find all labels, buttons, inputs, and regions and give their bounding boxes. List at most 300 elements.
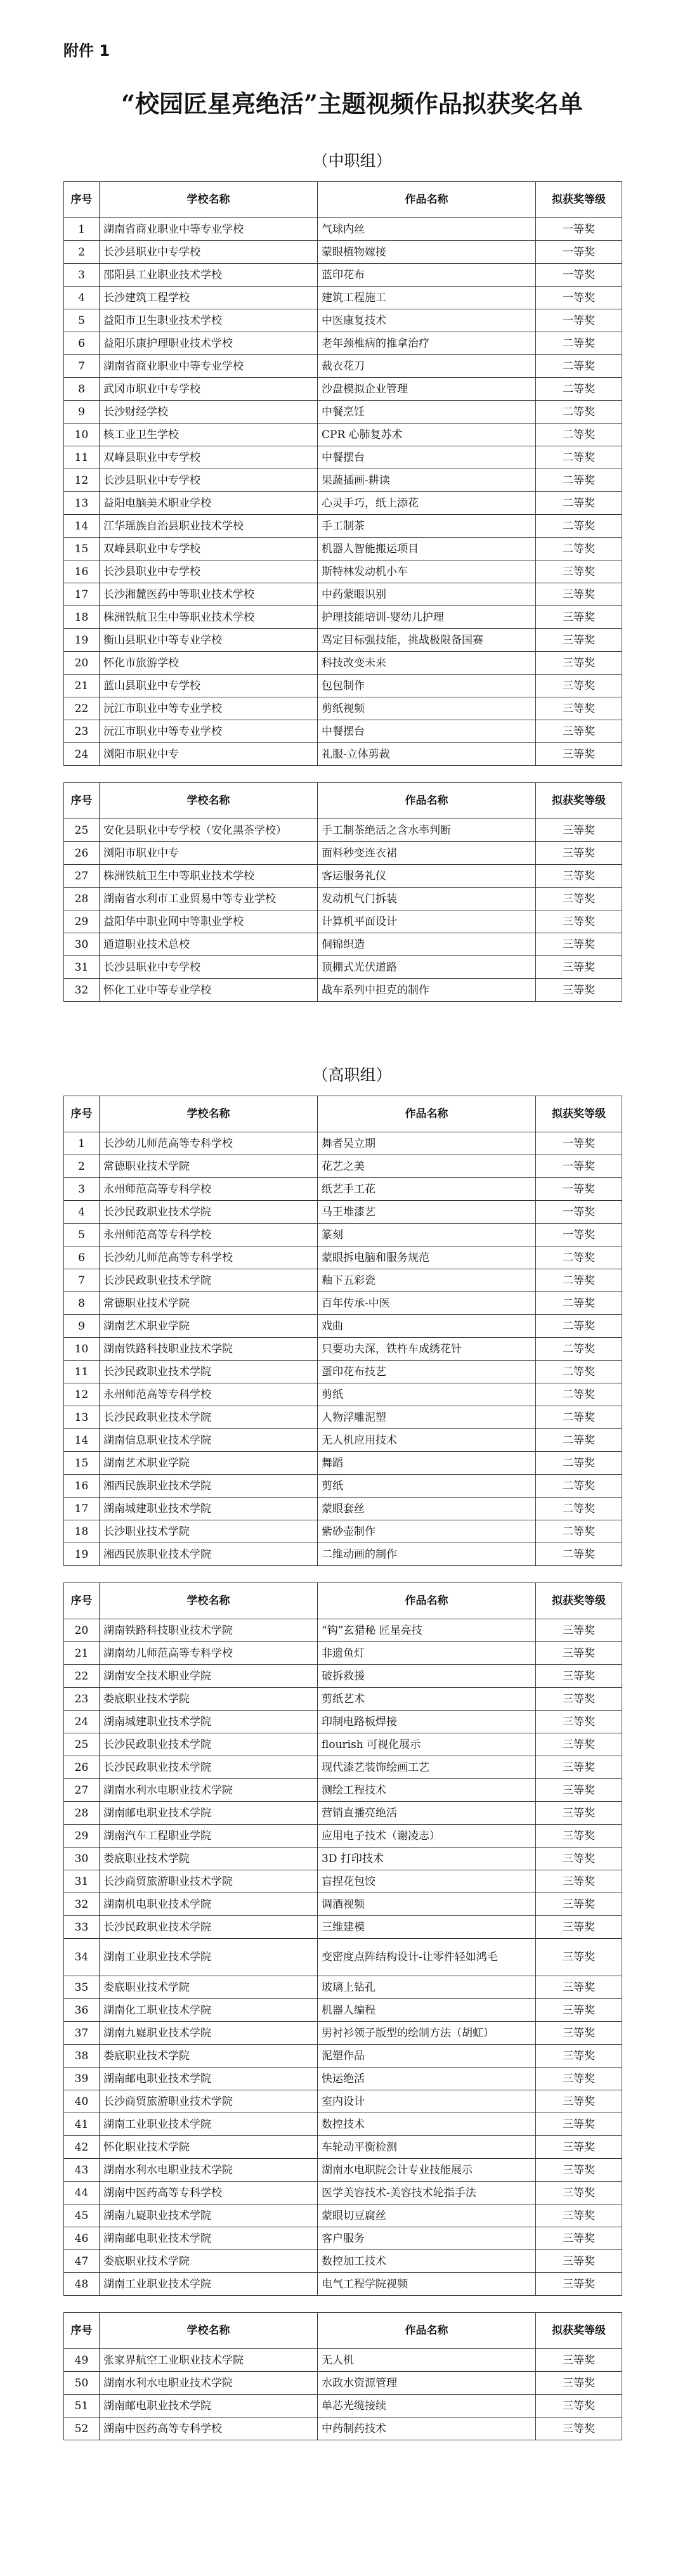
- cell-work: 手工制茶: [318, 515, 536, 538]
- cell-school: 衡山县职业中等专业学校: [100, 629, 318, 652]
- table-row: [64, 1498, 622, 1520]
- cell-school: 安化县职业中专学校（安化黑茶学校）: [100, 819, 318, 842]
- cell-school: 常德职业技术学院: [100, 1292, 318, 1315]
- cell-work: 心灵手巧，纸上添花: [318, 492, 536, 515]
- cell-level: 三等奖: [536, 2372, 622, 2395]
- table-row: [64, 2159, 622, 2182]
- cell-school: 湖南幼儿师范高等专科学校: [100, 1642, 318, 1665]
- cell-level: 三等奖: [536, 697, 622, 720]
- cell-school: 长沙县职业中专学校: [100, 469, 318, 492]
- header-school: 学校名称: [100, 783, 318, 819]
- table-row: [64, 956, 622, 979]
- table-row: [64, 560, 622, 583]
- cell-no: 1: [64, 1132, 100, 1155]
- cell-no: 34: [64, 1939, 100, 1976]
- cell-school: 沅江市职业中等专业学校: [100, 720, 318, 743]
- cell-school: 湖南邮电职业技术学院: [100, 2395, 318, 2417]
- cell-work: 客运服务礼仪: [318, 865, 536, 888]
- cell-level: 二等奖: [536, 1543, 622, 1566]
- cell-school: 沅江市职业中等专业学校: [100, 697, 318, 720]
- cell-school: 长沙民政职业技术学院: [100, 1406, 318, 1429]
- cell-work: 纸艺手工花: [318, 1178, 536, 1201]
- table-row: [64, 1269, 622, 1292]
- cell-work: 破拆救援: [318, 1665, 536, 1688]
- cell-level: 一等奖: [536, 1155, 622, 1178]
- cell-no: 2: [64, 1155, 100, 1178]
- header-no: 序号: [64, 2313, 100, 2349]
- attachment-label: 附件 1: [63, 42, 110, 60]
- cell-school: 湖南水利水电职业技术学院: [100, 2159, 318, 2182]
- cell-work: 紫砂壶制作: [318, 1520, 536, 1543]
- header-no: 序号: [64, 1583, 100, 1619]
- cell-school: 长沙幼儿师范高等专科学校: [100, 1132, 318, 1155]
- cell-work: 果蔬插画-耕读: [318, 469, 536, 492]
- cell-work: 电气工程学院视频: [318, 2273, 536, 2296]
- cell-level: 二等奖: [536, 515, 622, 538]
- cell-work: 顶棚式光伏道路: [318, 956, 536, 979]
- cell-no: 51: [64, 2395, 100, 2417]
- table-row: [64, 2090, 622, 2113]
- cell-no: 30: [64, 1848, 100, 1870]
- cell-no: 17: [64, 1498, 100, 1520]
- cell-school: 湖南邮电职业技术学院: [100, 1802, 318, 1825]
- table-row: [64, 2136, 622, 2159]
- table-row: [64, 979, 622, 1002]
- table-header-row: [64, 1583, 622, 1619]
- cell-level: 一等奖: [536, 264, 622, 287]
- cell-work: 护理技能培训-婴幼儿护理: [318, 606, 536, 629]
- cell-no: 39: [64, 2068, 100, 2090]
- table-row: [64, 1543, 622, 1566]
- cell-no: 45: [64, 2204, 100, 2227]
- header-school: 学校名称: [100, 1583, 318, 1619]
- table-row: [64, 1429, 622, 1452]
- cell-no: 7: [64, 1269, 100, 1292]
- table-row: [64, 675, 622, 697]
- cell-no: 35: [64, 1976, 100, 1999]
- header-level: 拟获奖等级: [536, 1583, 622, 1619]
- cell-work: 湖南水电职院会计专业技能展示: [318, 2159, 536, 2182]
- cell-school: 长沙职业技术学院: [100, 1520, 318, 1543]
- table-row: [64, 933, 622, 956]
- group-spacer: [63, 1002, 641, 1063]
- cell-school: 湘西民族职业技术学院: [100, 1475, 318, 1498]
- cell-level: 三等奖: [536, 560, 622, 583]
- cell-no: 43: [64, 2159, 100, 2182]
- cell-work: 中餐烹饪: [318, 401, 536, 424]
- cell-no: 7: [64, 355, 100, 378]
- cell-level: 二等奖: [536, 332, 622, 355]
- cell-no: 9: [64, 1315, 100, 1338]
- cell-school: 湖南工业职业技术学院: [100, 1939, 318, 1976]
- cell-level: 三等奖: [536, 1802, 622, 1825]
- table-row: [64, 1132, 622, 1155]
- cell-work: 机器人智能搬运项目: [318, 538, 536, 560]
- table-row: [64, 2113, 622, 2136]
- cell-no: 16: [64, 560, 100, 583]
- cell-no: 13: [64, 1406, 100, 1429]
- cell-school: 长沙民政职业技术学院: [100, 1201, 318, 1224]
- header-level: 拟获奖等级: [536, 1096, 622, 1132]
- award-table: [63, 1096, 622, 1566]
- cell-school: 湖南九嶷职业技术学院: [100, 2204, 318, 2227]
- cell-level: 三等奖: [536, 1916, 622, 1939]
- cell-work: 中药蒙眼识别: [318, 583, 536, 606]
- cell-level: 三等奖: [536, 606, 622, 629]
- cell-school: 长沙民政职业技术学院: [100, 1756, 318, 1779]
- cell-work: 发动机气门拆装: [318, 888, 536, 910]
- cell-work: CPR 心肺复苏术: [318, 424, 536, 446]
- cell-school: 株洲铁航卫生中等职业技术学校: [100, 606, 318, 629]
- cell-work: 三维建模: [318, 1916, 536, 1939]
- cell-level: 三等奖: [536, 1642, 622, 1665]
- cell-level: 三等奖: [536, 1825, 622, 1848]
- cell-work: “钩”玄猎秘 匠星亮技: [318, 1619, 536, 1642]
- table-row: [64, 1688, 622, 1711]
- cell-school: 长沙县职业中专学校: [100, 956, 318, 979]
- table-row: [64, 1406, 622, 1429]
- cell-level: 三等奖: [536, 2273, 622, 2296]
- cell-level: 三等奖: [536, 2090, 622, 2113]
- cell-level: 三等奖: [536, 743, 622, 766]
- cell-level: 三等奖: [536, 979, 622, 1002]
- table-row: [64, 2022, 622, 2045]
- cell-level: 三等奖: [536, 933, 622, 956]
- cell-no: 4: [64, 1201, 100, 1224]
- cell-work: 计算机平面设计: [318, 910, 536, 933]
- cell-level: 二等奖: [536, 1269, 622, 1292]
- cell-school: 湖南工业职业技术学院: [100, 2113, 318, 2136]
- table-header-row: [64, 783, 622, 819]
- cell-school: 怀化职业技术学院: [100, 2136, 318, 2159]
- cell-work: 花艺之美: [318, 1155, 536, 1178]
- cell-school: 湖南机电职业技术学院: [100, 1893, 318, 1916]
- cell-school: 长沙县职业中专学校: [100, 560, 318, 583]
- table-row: [64, 264, 622, 287]
- cell-work: 剪纸: [318, 1383, 536, 1406]
- cell-level: 二等奖: [536, 1452, 622, 1475]
- header-work: 作品名称: [318, 1096, 536, 1132]
- award-table: [63, 782, 622, 1002]
- cell-school: 湖南水利水电职业技术学院: [100, 1779, 318, 1802]
- header-work: 作品名称: [318, 783, 536, 819]
- cell-school: 益阳市卫生职业技术学校: [100, 309, 318, 332]
- cell-level: 二等奖: [536, 469, 622, 492]
- cell-school: 武冈市职业中专学校: [100, 378, 318, 401]
- cell-no: 27: [64, 865, 100, 888]
- cell-school: 浏阳市职业中专: [100, 743, 318, 766]
- cell-level: 三等奖: [536, 2227, 622, 2250]
- cell-school: 永州师范高等专科学校: [100, 1178, 318, 1201]
- table-row: [64, 842, 622, 865]
- cell-school: 怀化市旅游学校: [100, 652, 318, 675]
- cell-school: 湖南铁路科技职业技术学院: [100, 1338, 318, 1361]
- table-row: [64, 629, 622, 652]
- cell-no: 20: [64, 652, 100, 675]
- cell-no: 18: [64, 606, 100, 629]
- cell-level: 三等奖: [536, 1779, 622, 1802]
- table-row: [64, 2417, 622, 2440]
- cell-work: 室内设计: [318, 2090, 536, 2113]
- table-row: [64, 1475, 622, 1498]
- cell-no: 47: [64, 2250, 100, 2273]
- cell-level: 三等奖: [536, 1619, 622, 1642]
- table-row: [64, 1452, 622, 1475]
- cell-work: 数控加工技术: [318, 2250, 536, 2273]
- cell-no: 41: [64, 2113, 100, 2136]
- cell-no: 32: [64, 979, 100, 1002]
- cell-school: 蓝山县职业中专学校: [100, 675, 318, 697]
- cell-work: 无人机: [318, 2349, 536, 2372]
- cell-level: 一等奖: [536, 1201, 622, 1224]
- cell-level: 一等奖: [536, 287, 622, 309]
- table-row: [64, 1619, 622, 1642]
- cell-level: 二等奖: [536, 1406, 622, 1429]
- cell-work: 蒙眼套丝: [318, 1498, 536, 1520]
- cell-no: 38: [64, 2045, 100, 2068]
- cell-school: 娄底职业技术学院: [100, 1688, 318, 1711]
- cell-school: 长沙县职业中专学校: [100, 241, 318, 264]
- cell-level: 三等奖: [536, 2136, 622, 2159]
- cell-level: 三等奖: [536, 1848, 622, 1870]
- cell-level: 二等奖: [536, 378, 622, 401]
- cell-work: 车轮动平衡检测: [318, 2136, 536, 2159]
- cell-school: 长沙幼儿师范高等专科学校: [100, 1246, 318, 1269]
- cell-school: 娄底职业技术学院: [100, 2250, 318, 2273]
- cell-level: 二等奖: [536, 1383, 622, 1406]
- table-spacer: [63, 2296, 641, 2312]
- table-row: [64, 1224, 622, 1246]
- table-row: [64, 2250, 622, 2273]
- cell-work: 变密度点阵结构设计-让零件轻如鸿毛: [318, 1939, 536, 1976]
- cell-level: 三等奖: [536, 652, 622, 675]
- table-row: [64, 515, 622, 538]
- cell-work: 剪纸: [318, 1475, 536, 1498]
- table-row: [64, 378, 622, 401]
- cell-school: 邵阳县工业职业技术学校: [100, 264, 318, 287]
- table-header-row: [64, 182, 622, 218]
- cell-work: 侗锦织造: [318, 933, 536, 956]
- cell-work: 科技改变未来: [318, 652, 536, 675]
- cell-work: 非遗鱼灯: [318, 1642, 536, 1665]
- cell-work: 玻璃上钻孔: [318, 1976, 536, 1999]
- cell-no: 19: [64, 1543, 100, 1566]
- cell-level: 三等奖: [536, 2417, 622, 2440]
- table-row: [64, 1733, 622, 1756]
- cell-no: 27: [64, 1779, 100, 1802]
- cell-work: 戏曲: [318, 1315, 536, 1338]
- cell-no: 24: [64, 1711, 100, 1733]
- cell-school: 湖南城建职业技术学院: [100, 1711, 318, 1733]
- cell-school: 常德职业技术学院: [100, 1155, 318, 1178]
- cell-work: 蛋印花布技艺: [318, 1361, 536, 1383]
- table-row: [64, 819, 622, 842]
- cell-school: 湖南城建职业技术学院: [100, 1498, 318, 1520]
- cell-no: 6: [64, 332, 100, 355]
- cell-no: 48: [64, 2273, 100, 2296]
- cell-school: 长沙民政职业技术学院: [100, 1361, 318, 1383]
- cell-school: 湖南省水利市工业贸易中等专业学校: [100, 888, 318, 910]
- table-row: [64, 1976, 622, 1999]
- cell-school: 湖南九嶷职业技术学院: [100, 2022, 318, 2045]
- cell-level: 三等奖: [536, 956, 622, 979]
- cell-work: 只要功夫深，铁杵车成绣花针: [318, 1338, 536, 1361]
- table-row: [64, 492, 622, 515]
- cell-school: 湘西民族职业技术学院: [100, 1543, 318, 1566]
- cell-level: 三等奖: [536, 583, 622, 606]
- table-row: [64, 606, 622, 629]
- cell-level: 二等奖: [536, 446, 622, 469]
- cell-school: 长沙建筑工程学校: [100, 287, 318, 309]
- table-spacer: [63, 766, 641, 782]
- cell-level: 三等奖: [536, 720, 622, 743]
- cell-school: 湖南铁路科技职业技术学院: [100, 1619, 318, 1642]
- cell-work: 印制电路板焊接: [318, 1711, 536, 1733]
- cell-school: 益阳电脑美术职业学校: [100, 492, 318, 515]
- cell-school: 湖南汽车工程职业学院: [100, 1825, 318, 1848]
- table-row: [64, 446, 622, 469]
- cell-school: 湖南邮电职业技术学院: [100, 2068, 318, 2090]
- cell-no: 13: [64, 492, 100, 515]
- table-row: [64, 401, 622, 424]
- cell-work: 手工制茶绝活之含水率判断: [318, 819, 536, 842]
- table-row: [64, 332, 622, 355]
- table-row: [64, 287, 622, 309]
- cell-work: 机器人编程: [318, 1999, 536, 2022]
- table-row: [64, 2204, 622, 2227]
- table-row: [64, 1893, 622, 1916]
- cell-work: 舞者吴立期: [318, 1132, 536, 1155]
- cell-work: 包包制作: [318, 675, 536, 697]
- cell-level: 二等奖: [536, 355, 622, 378]
- cell-work: 客户服务: [318, 2227, 536, 2250]
- cell-no: 46: [64, 2227, 100, 2250]
- cell-level: 三等奖: [536, 2204, 622, 2227]
- cell-no: 3: [64, 264, 100, 287]
- group-title: （中职组）: [312, 152, 392, 170]
- table-spacer: [63, 1566, 641, 1582]
- cell-school: 怀化工业中等专业学校: [100, 979, 318, 1002]
- cell-work: 水政水资源管理: [318, 2372, 536, 2395]
- table-row: [64, 218, 622, 241]
- cell-level: 三等奖: [536, 1893, 622, 1916]
- cell-no: 17: [64, 583, 100, 606]
- table-row: [64, 865, 622, 888]
- table-row: [64, 1939, 622, 1976]
- cell-work: 中餐摆台: [318, 446, 536, 469]
- table-row: [64, 1383, 622, 1406]
- cell-school: 长沙民政职业技术学院: [100, 1269, 318, 1292]
- cell-school: 江华瑶族自治县职业技术学校: [100, 515, 318, 538]
- cell-level: 三等奖: [536, 2068, 622, 2090]
- cell-school: 湖南水利水电职业技术学院: [100, 2372, 318, 2395]
- cell-school: 株洲铁航卫生中等职业技术学校: [100, 865, 318, 888]
- table-row: [64, 1520, 622, 1543]
- cell-no: 44: [64, 2182, 100, 2204]
- cell-level: 二等奖: [536, 424, 622, 446]
- cell-no: 22: [64, 1665, 100, 1688]
- table-row: [64, 1292, 622, 1315]
- table-row: [64, 2227, 622, 2250]
- cell-level: 三等奖: [536, 888, 622, 910]
- cell-no: 33: [64, 1916, 100, 1939]
- table-row: [64, 910, 622, 933]
- cell-level: 二等奖: [536, 492, 622, 515]
- cell-school: 湖南省商业职业中等专业学校: [100, 355, 318, 378]
- cell-work: 面料秒变连衣裙: [318, 842, 536, 865]
- cell-work: flourish 可视化展示: [318, 1733, 536, 1756]
- cell-level: 二等奖: [536, 1246, 622, 1269]
- table-row: [64, 1155, 622, 1178]
- cell-level: 三等奖: [536, 910, 622, 933]
- cell-work: 医学美容技术-美容技术轮指手法: [318, 2182, 536, 2204]
- table-row: [64, 1756, 622, 1779]
- cell-level: 一等奖: [536, 1178, 622, 1201]
- cell-no: 14: [64, 1429, 100, 1452]
- award-table: [63, 181, 622, 766]
- cell-school: 长沙民政职业技术学院: [100, 1733, 318, 1756]
- table-row: [64, 2273, 622, 2296]
- cell-no: 40: [64, 2090, 100, 2113]
- cell-no: 42: [64, 2136, 100, 2159]
- cell-no: 30: [64, 933, 100, 956]
- cell-school: 长沙财经学校: [100, 401, 318, 424]
- cell-school: 湖南安全技术职业学院: [100, 1665, 318, 1688]
- cell-no: 4: [64, 287, 100, 309]
- cell-work: 应用电子技术（谢凌志）: [318, 1825, 536, 1848]
- cell-no: 12: [64, 469, 100, 492]
- cell-no: 1: [64, 218, 100, 241]
- cell-school: 娄底职业技术学院: [100, 2045, 318, 2068]
- cell-level: 一等奖: [536, 309, 622, 332]
- cell-no: 24: [64, 743, 100, 766]
- table-row: [64, 1178, 622, 1201]
- cell-no: 23: [64, 1688, 100, 1711]
- cell-no: 8: [64, 1292, 100, 1315]
- cell-no: 29: [64, 910, 100, 933]
- cell-work: 现代漆艺装饰绘画工艺: [318, 1756, 536, 1779]
- table-row: [64, 2395, 622, 2417]
- cell-no: 14: [64, 515, 100, 538]
- table-row: [64, 1315, 622, 1338]
- cell-work: 釉下五彩瓷: [318, 1269, 536, 1292]
- table-row: [64, 583, 622, 606]
- table-row: [64, 888, 622, 910]
- cell-work: 礼服-立体剪裁: [318, 743, 536, 766]
- cell-school: 永州师范高等专科学校: [100, 1224, 318, 1246]
- cell-level: 三等奖: [536, 2250, 622, 2273]
- cell-no: 25: [64, 1733, 100, 1756]
- cell-work: 无人机应用技术: [318, 1429, 536, 1452]
- cell-work: 老年颈椎病的推拿治疗: [318, 332, 536, 355]
- cell-work: 男衬衫领子版型的绘制方法（胡虹）: [318, 2022, 536, 2045]
- cell-work: 沙盘模拟企业管理: [318, 378, 536, 401]
- table-row: [64, 1802, 622, 1825]
- cell-school: 核工业卫生学校: [100, 424, 318, 446]
- cell-school: 湖南信息职业技术学院: [100, 1429, 318, 1452]
- table-row: [64, 538, 622, 560]
- cell-level: 三等奖: [536, 1711, 622, 1733]
- page-title: “校园匠星亮绝活”主题视频作品拟获奖名单: [121, 89, 583, 118]
- cell-work: 快运绝活: [318, 2068, 536, 2090]
- cell-level: 三等奖: [536, 1688, 622, 1711]
- cell-work: 剪纸艺术: [318, 1688, 536, 1711]
- cell-no: 26: [64, 1756, 100, 1779]
- cell-level: 三等奖: [536, 1870, 622, 1893]
- header-school: 学校名称: [100, 182, 318, 218]
- cell-work: 蒙眼植物嫁接: [318, 241, 536, 264]
- table-row: [64, 720, 622, 743]
